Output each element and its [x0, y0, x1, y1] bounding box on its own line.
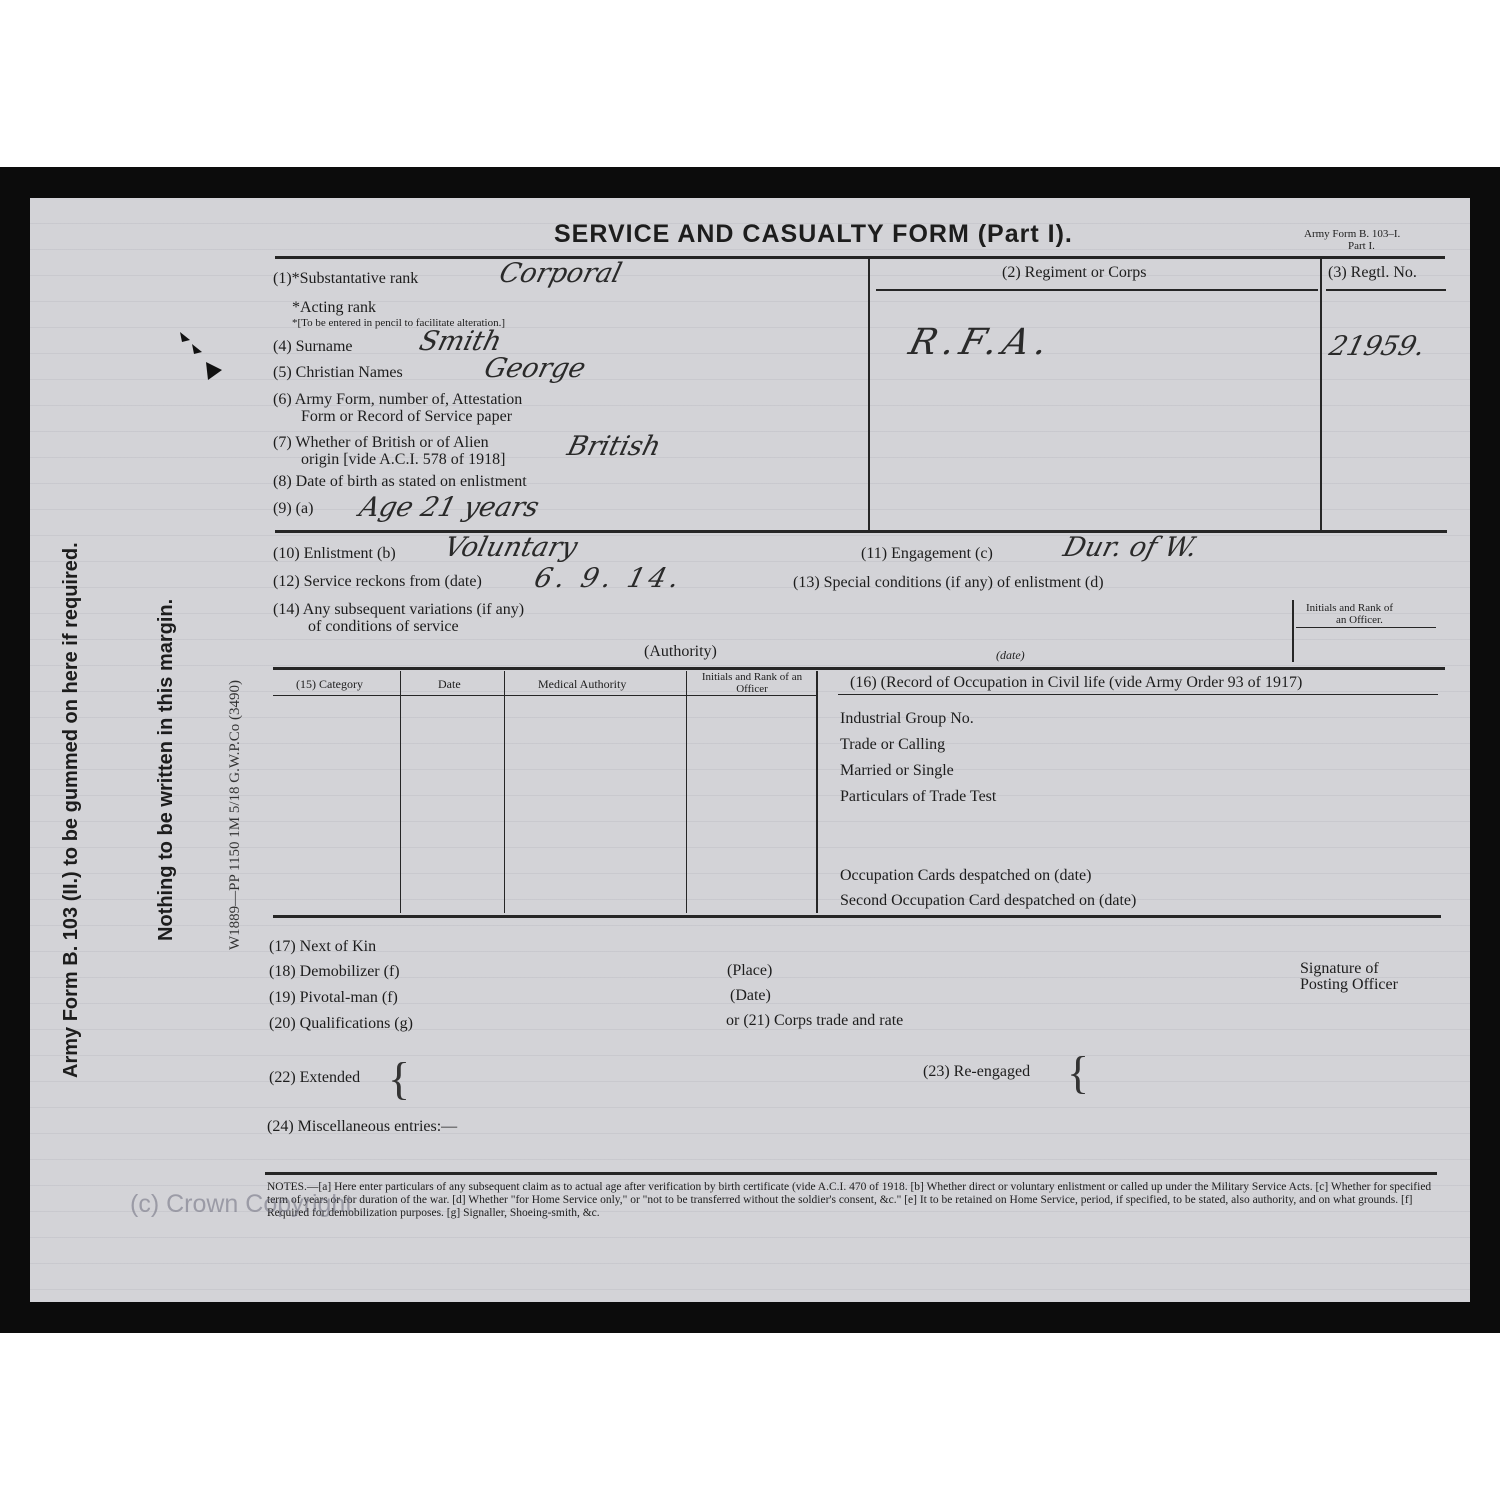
print-code: W1889—PP 1150 1M 5/18 G.W.P.Co (3490): [227, 679, 243, 950]
special-conditions-label: (13) Special conditions (if any) of enlistment (d): [793, 574, 1104, 591]
initials-officer-label-2: an Officer.: [1336, 614, 1383, 626]
qualifications-label: (20) Qualifications (g): [269, 1015, 413, 1032]
rule-initials-v: [1292, 600, 1294, 662]
re-engaged-label: (23) Re-engaged: [923, 1063, 1031, 1080]
rule-v-regtl: [1320, 256, 1322, 532]
signature-label-2: Posting Officer: [1300, 976, 1398, 993]
dob-label: (8) Date of birth as stated on enlistment: [273, 473, 527, 490]
demobilizer-label: (18) Demobilizer (f): [269, 963, 400, 980]
form-ref-line2: Part I.: [1348, 240, 1375, 252]
rule-notes-top: [265, 1172, 1437, 1175]
acting-rank-note: *[To be entered in pencil to facilitate alteration.]: [292, 317, 506, 329]
rule-initials-h: [1296, 627, 1436, 628]
service-reckons-label: (12) Service reckons from (date): [273, 573, 482, 590]
extended-brace: {: [388, 1053, 411, 1104]
re-engaged-brace: {: [1067, 1047, 1090, 1098]
cards-despatched-label: Occupation Cards despatched on (date): [840, 867, 1092, 884]
rule-col-3: [686, 671, 687, 913]
extended-label: (22) Extended: [269, 1069, 361, 1086]
rule-occupation-heading: [838, 694, 1438, 695]
next-of-kin-label: (17) Next of Kin: [269, 938, 377, 955]
gum-note: Army Form B. 103 (II.) to be gummed on here if required.: [60, 542, 82, 1078]
origin-label-2: origin [vide A.C.I. 578 of 1918]: [301, 451, 506, 468]
engagement-value: Dur. of W.: [1060, 532, 1201, 563]
age-label: (9) (a): [273, 500, 314, 517]
army-form-label-2: Form or Record of Service paper: [301, 408, 513, 425]
table-header-medical-authority: Medical Authority: [538, 677, 627, 691]
christian-names-label: (5) Christian Names: [273, 364, 403, 381]
enlistment-label: (10) Enlistment (b): [273, 545, 396, 562]
corps-trade-label: or (21) Corps trade and rate: [726, 1012, 904, 1029]
enlistment-value: Voluntary: [441, 532, 581, 563]
variation-date-label: (date): [996, 648, 1025, 662]
form-ref-line1: Army Form B. 103–I.: [1304, 228, 1401, 240]
age-value: Age 21 years: [356, 492, 543, 523]
rule-col-1: [400, 671, 401, 913]
rule-col-2: [504, 671, 505, 913]
miscellaneous-label: (24) Miscellaneous entries:—: [267, 1118, 458, 1135]
signature-label-1: Signature of: [1300, 960, 1379, 977]
substantive-rank-value: Corporal: [496, 258, 625, 289]
place-label: (Place): [727, 962, 773, 979]
occupation-item: Married or Single: [840, 762, 954, 779]
rule-top: [275, 256, 1445, 259]
rule-section3-bottom: [273, 915, 1441, 918]
regtl-no-label: (3) Regtl. No.: [1328, 264, 1417, 281]
authority-label: (Authority): [644, 643, 717, 660]
rule-section3-top: [273, 667, 1445, 670]
origin-value: British: [564, 431, 664, 462]
army-form-label-1: (6) Army Form, number of, Attestation: [273, 391, 523, 408]
origin-label-1: (7) Whether of British or of Alien: [273, 434, 489, 451]
initials-officer-label-1: Initials and Rank of: [1306, 602, 1394, 614]
substantive-rank-label: (1)*Substantative rank: [273, 270, 419, 287]
notes-text: NOTES.—[a] Here enter particulars of any subsequent claim as to actual age after verification by birth certificate (vide A.C.I. 470 of 1918. [b] Whether direct or voluntary enlistment or called up under the Military Service Acts. [c] Whether for specified term of years or for duration of the war. [d] Whether "for Home Service only," or "not to be transferred without the soldier's consent, &c." [e] It to be retained on Home Service, period, if specified, to be stated, also authority, and on what grounds. [f] Required for demobilization purposes. [g] Signaller, Shoeing-smith, &c.: [267, 1181, 1432, 1219]
surname-value: Smith: [416, 326, 505, 357]
second-card-despatched-label: Second Occupation Card despatched on (date): [840, 892, 1137, 909]
regtl-no-value: 21959.: [1326, 331, 1429, 362]
form-paper: [30, 198, 1470, 1302]
rule-regiment-underline: [876, 289, 1318, 291]
form-title: SERVICE AND CASUALTY FORM (Part I).: [554, 220, 1073, 248]
acting-rank-label: *Acting rank: [292, 299, 376, 316]
table-header-initials: Initials and Rank of an Officer: [701, 671, 803, 695]
variations-label-2: of conditions of service: [308, 618, 459, 635]
occupation-heading: (16) (Record of Occupation in Civil life (vide Army Order 93 of 1917): [850, 674, 1303, 691]
christian-names-value: George: [481, 353, 589, 384]
rule-v-regiment: [868, 256, 870, 532]
surname-label: (4) Surname: [273, 338, 353, 355]
pivotal-man-label: (19) Pivotal-man (f): [269, 989, 398, 1006]
table-header-date: Date: [438, 677, 461, 691]
rule-col-4: [816, 671, 818, 913]
occupation-item: Trade or Calling: [840, 736, 946, 753]
filing-arrow-icon: [178, 330, 226, 382]
engagement-label: (11) Engagement (c): [861, 545, 993, 562]
regiment-label: (2) Regiment or Corps: [1002, 264, 1147, 281]
regiment-value: R.F.A.: [904, 322, 1058, 363]
date-label: (Date): [730, 987, 771, 1004]
rule-regtl-underline: [1326, 289, 1446, 291]
copyright-watermark: (c) Crown Copyright: [130, 1190, 353, 1218]
table-header-category: (15) Category: [296, 677, 363, 691]
rule-table-header: [273, 695, 818, 696]
occupation-item: Industrial Group No.: [840, 710, 974, 727]
margin-note: Nothing to be written in this margin.: [155, 598, 177, 941]
service-reckons-value: 6. 9. 14.: [531, 563, 687, 594]
occupation-item: Particulars of Trade Test: [840, 788, 997, 805]
variations-label-1: (14) Any subsequent variations (if any): [273, 601, 525, 618]
